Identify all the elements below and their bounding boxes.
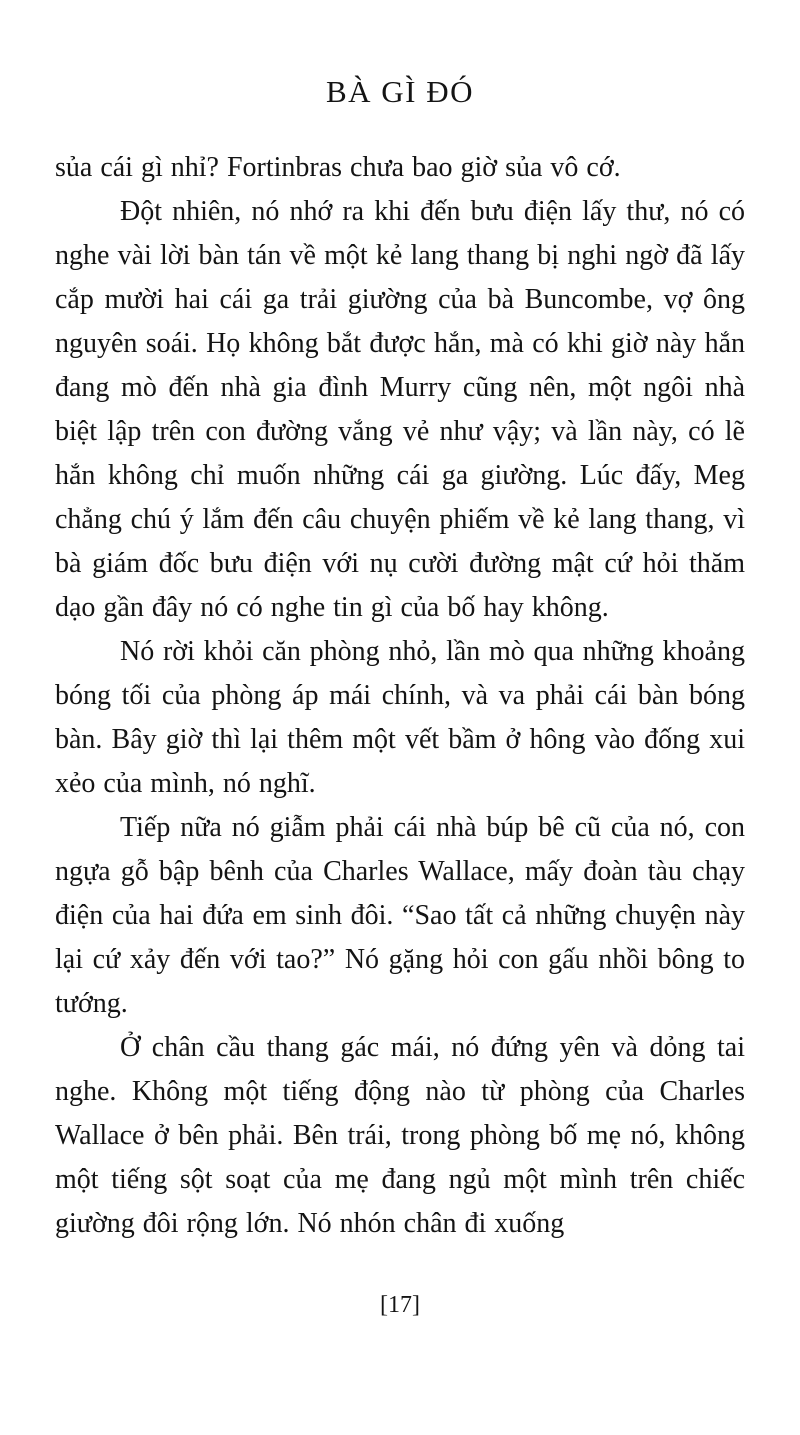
body-text: [55, 146, 745, 1246]
paragraph: Đột nhiên, nó nhớ ra khi đến bưu điện lấy thư, nó có nghe vài lời bàn tán về một kẻ lang thang bị nghi ngờ đã lấy cắp mười hai cái ga trải giường của bà Buncombe, vợ ông nguyên soái. Họ không bắt được hắn, mà có khi giờ này hắn đang mò đến nhà gia đình Murry cũng nên, một ngôi nhà biệt lập trên con đường vắng vẻ như vậy; và lần này, có lẽ hắn không chỉ muốn những cái ga giường. Lúc đấy, Meg chẳng chú ý lắm đến câu chuyện phiếm về kẻ lang thang, vì bà giám đốc bưu điện với nụ cười đường mật cứ hỏi thăm dạo gần đây nó có nghe tin gì của bố hay không.: [55, 196, 745, 623]
page-number: [17]: [380, 1292, 420, 1318]
paragraph: Nó rời khỏi căn phòng nhỏ, lần mò qua những khoảng bóng tối của phòng áp mái chính, và va phải cái bàn bóng bàn. Bây giờ thì lại thêm một vết bầm ở hông vào đống xui xẻo của mình, nó nghĩ.: [55, 636, 745, 799]
paragraph: Tiếp nữa nó giẫm phải cái nhà búp bê cũ của nó, con ngựa gỗ bập bênh của Charles Wallace, mấy đoàn tàu chạy điện của hai đứa em sinh đôi. “Sao tất cả những chuyện này lại cứ xảy đến với tao?” Nó gặng hỏi con gấu nhồi bông to tướng.: [55, 812, 745, 1019]
chapter-title: BÀ GÌ ĐÓ: [325, 74, 475, 109]
paragraph: Ở chân cầu thang gác mái, nó đứng yên và dỏng tai nghe. Không một tiếng động nào từ phòng của Charles Wallace ở bên phải. Bên trái, trong phòng bố mẹ nó, không một tiếng sột soạt của mẹ đang ngủ một mình trên chiếc giường đôi rộng lớn. Nó nhón chân đi xuống: [55, 1032, 745, 1239]
paragraph: sủa cái gì nhỉ? Fortinbras chưa bao giờ sủa vô cớ.: [55, 152, 621, 183]
